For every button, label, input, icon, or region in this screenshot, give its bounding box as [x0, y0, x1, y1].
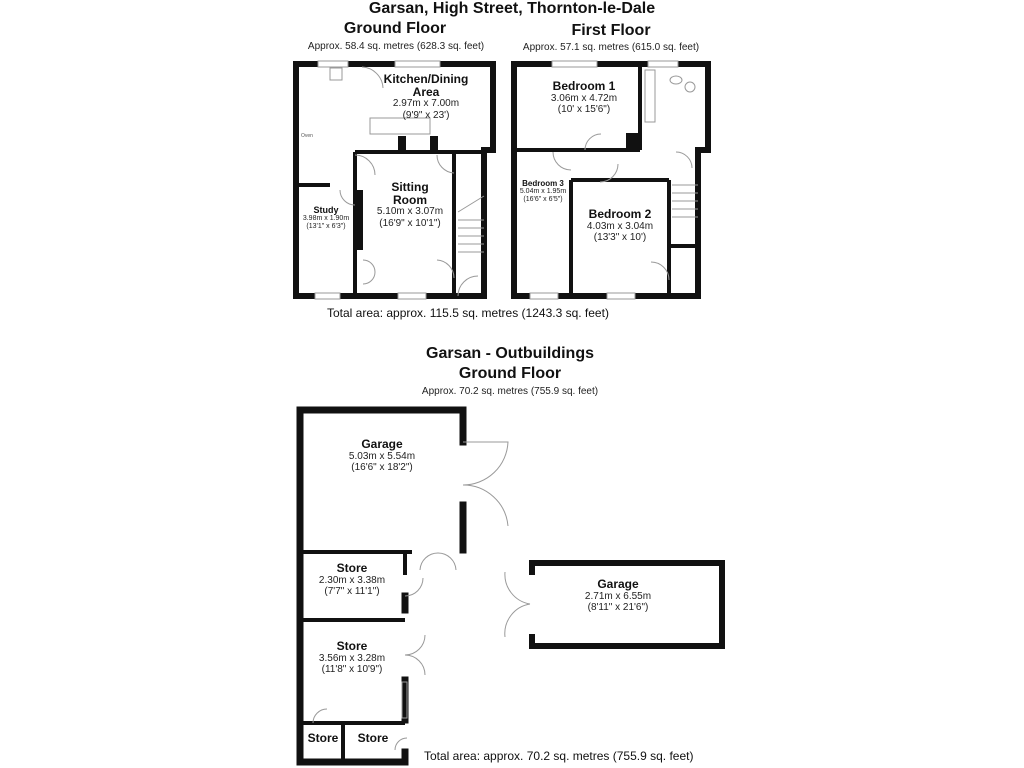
room-dim-metric: 4.03m x 3.04m: [586, 220, 654, 232]
room-bedroom-3: [520, 180, 566, 204]
room-dim-imperial: (16'6" x 18'2"): [351, 462, 413, 474]
outbuildings-title: Garsan - Outbuildings: [425, 345, 595, 362]
room-store-1: [319, 562, 385, 598]
room-dim-imperial: (9'9" x 23'): [402, 109, 450, 121]
room-name: Garage: [597, 577, 639, 591]
room-dim-metric: 3.06m x 4.72m: [550, 92, 618, 104]
room-name: Room: [393, 192, 427, 207]
first-floor-title: First Floor: [571, 22, 651, 39]
property-title: Garsan, High Street, Thornton-le-Dale: [368, 0, 656, 17]
outbuildings-area: Approx. 70.2 sq. metres (755.9 sq. feet): [421, 386, 599, 397]
room-name: Kitchen/Dining: [383, 72, 469, 86]
room-store-3: [308, 732, 339, 745]
room-dim-imperial: (11'8" x 10'9"): [321, 664, 383, 676]
room-name: Store: [357, 731, 389, 745]
room-dim-imperial: (8'11" x 21'6"): [587, 602, 649, 614]
room-name: Area: [412, 84, 440, 99]
oven-label: Oven: [301, 133, 313, 139]
room-dim-metric: 3.98m x 1.90m: [302, 215, 350, 223]
room-dim-metric: 2.30m x 3.38m: [318, 574, 386, 586]
room-dim-imperial: (16'9" x 10'1"): [379, 217, 441, 229]
room-dim-imperial: (10' x 15'6"): [557, 104, 611, 116]
room-name: Store: [336, 639, 368, 653]
room-dim-imperial: (7'7" x 11'1"): [324, 586, 380, 598]
room-name: Bedroom 1: [552, 79, 616, 93]
room-garage-detached: [585, 578, 651, 614]
room-name: Sitting: [391, 180, 429, 194]
room-name: Store: [336, 561, 368, 575]
room-dim-metric: 5.04m x 1.95m: [519, 188, 567, 196]
outbuildings-floor-title: Ground Floor: [458, 365, 562, 382]
room-dim-metric: 5.10m x 3.07m: [376, 206, 444, 218]
room-kitchen-dining: [384, 73, 469, 121]
house-total-area: Total area: approx. 115.5 sq. metres (1243.3 sq. feet): [327, 306, 609, 320]
room-dim-imperial: (13'1" x 6'3"): [306, 223, 346, 231]
room-name: Bedroom 2: [588, 207, 652, 221]
room-sitting-room: [377, 181, 443, 229]
room-study: [303, 206, 349, 232]
room-dim-metric: 2.71m x 6.55m: [584, 590, 652, 602]
room-store-2: [319, 640, 385, 676]
room-dim-metric: 2.97m x 7.00m: [392, 98, 460, 110]
room-dim-metric: 5.03m x 5.54m: [348, 450, 416, 462]
room-store-4: [358, 732, 389, 745]
room-dim-imperial: (16'6" x 6'5"): [523, 196, 563, 204]
room-bedroom-1: [551, 80, 617, 116]
outbuildings-total-area: Total area: approx. 70.2 sq. metres (755.9 sq. feet): [424, 749, 694, 763]
room-bedroom-2: [587, 208, 653, 244]
room-name: Store: [307, 731, 339, 745]
room-name: Study: [313, 205, 339, 215]
ground-floor-area: Approx. 58.4 sq. metres (628.3 sq. feet): [307, 41, 485, 52]
ground-floor-title: Ground Floor: [343, 20, 447, 37]
room-dim-imperial: (13'3" x 10'): [593, 232, 647, 244]
first-floor-area: Approx. 57.1 sq. metres (615.0 sq. feet): [522, 42, 700, 53]
room-name: Garage: [361, 437, 403, 451]
room-name: Bedroom 3: [522, 179, 564, 188]
room-dim-metric: 3.56m x 3.28m: [318, 652, 386, 664]
room-garage-main: [349, 438, 415, 474]
